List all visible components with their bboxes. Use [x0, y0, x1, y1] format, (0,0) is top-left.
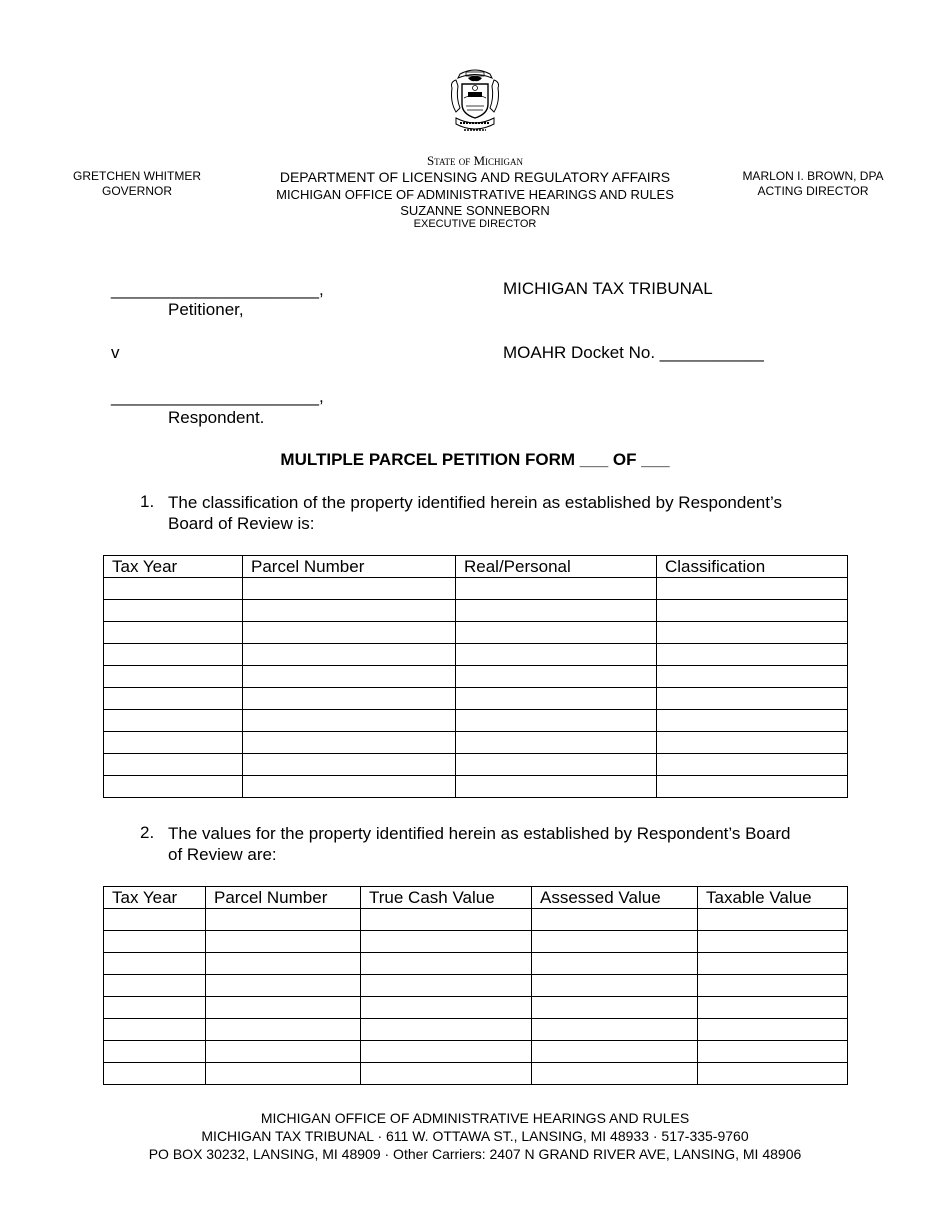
tribunal-name: MICHIGAN TAX TRIBUNAL [503, 279, 713, 298]
table-row [104, 1019, 848, 1041]
header-tax-year: Tax Year [104, 887, 206, 909]
table-cell[interactable] [104, 600, 243, 622]
table-cell[interactable] [532, 931, 698, 953]
table-cell[interactable] [206, 953, 361, 975]
table-cell[interactable] [657, 600, 848, 622]
table-cell[interactable] [361, 931, 532, 953]
table-cell[interactable] [361, 1019, 532, 1041]
table-cell[interactable] [698, 909, 848, 931]
table-row [104, 644, 848, 666]
table-cell[interactable] [532, 1019, 698, 1041]
table-cell[interactable] [104, 666, 243, 688]
table-cell[interactable] [456, 578, 657, 600]
footer [0, 1109, 950, 1163]
header-true-cash-value: True Cash Value [361, 887, 532, 909]
table-cell[interactable] [698, 1063, 848, 1085]
table-cell[interactable] [361, 909, 532, 931]
table-row [104, 997, 848, 1019]
footer-line-2: MICHIGAN TAX TRIBUNAL · 611 W. OTTAWA ST., LANSING, MI 48933 · 517-335-9760 [201, 1128, 749, 1144]
table-cell[interactable] [104, 975, 206, 997]
table-cell[interactable] [532, 953, 698, 975]
header-parcel-number: Parcel Number [206, 887, 361, 909]
table-cell[interactable] [532, 997, 698, 1019]
table-row [104, 666, 848, 688]
table-cell[interactable] [243, 622, 456, 644]
header-classification: Classification [657, 556, 848, 578]
table-cell[interactable] [243, 710, 456, 732]
item-2-text: The values for the property identified herein as established by Respondent’s Board of Review are: [168, 824, 791, 864]
table-cell[interactable] [206, 1041, 361, 1063]
table-cell[interactable] [104, 776, 243, 798]
table-cell[interactable] [206, 997, 361, 1019]
table-cell[interactable] [698, 953, 848, 975]
classification-table [103, 555, 848, 798]
table-cell[interactable] [206, 1063, 361, 1085]
values-table [103, 886, 848, 1085]
table-row [104, 909, 848, 931]
item-2-number: 2. [140, 823, 155, 842]
table-cell[interactable] [104, 953, 206, 975]
table-header-row [104, 556, 848, 578]
table-cell[interactable] [206, 909, 361, 931]
header-tax-year: Tax Year [104, 556, 243, 578]
table-cell[interactable] [456, 776, 657, 798]
header-real-personal: Real/Personal [456, 556, 657, 578]
table-cell[interactable] [532, 1041, 698, 1063]
executive-director-name: SUZANNE SONNEBORN [400, 203, 550, 218]
table-cell[interactable] [206, 1019, 361, 1041]
table-cell[interactable] [104, 1063, 206, 1085]
table-cell[interactable] [243, 776, 456, 798]
table-cell[interactable] [104, 710, 243, 732]
executive-director-title: EXECUTIVE DIRECTOR [413, 218, 537, 230]
item-1-text: The classification of the property identified herein as established by Respondent’s Board of Review is: [168, 493, 782, 533]
table-cell[interactable] [698, 1041, 848, 1063]
table-cell[interactable] [361, 1063, 532, 1085]
governor-block [52, 169, 222, 199]
table-cell[interactable] [456, 710, 657, 732]
table-row [104, 710, 848, 732]
table-row [104, 1041, 848, 1063]
table-cell[interactable] [206, 931, 361, 953]
header-parcel-number: Parcel Number [243, 556, 456, 578]
table-cell[interactable] [532, 1063, 698, 1085]
state-name: State of Michigan [426, 153, 524, 168]
governor-title: GOVERNOR [101, 184, 172, 198]
table-row [104, 776, 848, 798]
table-cell[interactable] [532, 909, 698, 931]
table-cell[interactable] [104, 644, 243, 666]
table-cell[interactable] [456, 622, 657, 644]
table-cell[interactable] [456, 600, 657, 622]
director-name: MARLON I. BROWN, DPA [742, 169, 884, 183]
table-cell[interactable] [657, 688, 848, 710]
table-cell[interactable] [698, 975, 848, 997]
table-cell[interactable] [243, 666, 456, 688]
table-cell[interactable] [243, 688, 456, 710]
docket-number-field[interactable]: MOAHR Docket No. ___________ [503, 343, 764, 362]
header-taxable-value: Taxable Value [698, 887, 848, 909]
table-cell[interactable] [104, 997, 206, 1019]
table-cell[interactable] [243, 754, 456, 776]
table-cell[interactable] [104, 931, 206, 953]
form-title: MULTIPLE PARCEL PETITION FORM ___ OF ___ [280, 450, 670, 469]
table-cell[interactable] [361, 1041, 532, 1063]
item-1-number: 1. [140, 492, 155, 511]
table-row [104, 732, 848, 754]
table-cell[interactable] [243, 644, 456, 666]
table-row [104, 1063, 848, 1085]
table-cell[interactable] [456, 688, 657, 710]
table-row [104, 931, 848, 953]
table-cell[interactable] [532, 975, 698, 997]
table-row [104, 600, 848, 622]
table-cell[interactable] [206, 975, 361, 997]
petitioner-label: Petitioner, [168, 300, 244, 319]
table-cell[interactable] [361, 953, 532, 975]
table-row [104, 754, 848, 776]
footer-line-1: MICHIGAN OFFICE OF ADMINISTRATIVE HEARINGS AND RULES [260, 1110, 690, 1126]
table-cell[interactable] [657, 644, 848, 666]
respondent-label: Respondent. [168, 408, 265, 427]
table-cell[interactable] [243, 600, 456, 622]
director-title: ACTING DIRECTOR [757, 184, 869, 198]
table-cell[interactable] [104, 578, 243, 600]
office-name: MICHIGAN OFFICE OF ADMINISTRATIVE HEARINGS AND RULES [276, 187, 674, 202]
table-row [104, 688, 848, 710]
footer-line-3: PO BOX 30232, LANSING, MI 48909 · Other Carriers: 2407 N GRAND RIVER AVE, LANSING, MI 48906 [148, 1146, 802, 1162]
table-cell[interactable] [456, 644, 657, 666]
petitioner-blank[interactable]: ______________________, [111, 280, 324, 299]
table-cell[interactable] [104, 754, 243, 776]
table-row [104, 622, 848, 644]
table-cell[interactable] [698, 1019, 848, 1041]
table-cell[interactable] [657, 578, 848, 600]
table-cell[interactable] [657, 776, 848, 798]
table-cell[interactable] [104, 688, 243, 710]
table-cell[interactable] [104, 909, 206, 931]
table-cell[interactable] [361, 997, 532, 1019]
table-row [104, 975, 848, 997]
table-cell[interactable] [657, 732, 848, 754]
department-name: DEPARTMENT OF LICENSING AND REGULATORY AFFAIRS [279, 169, 671, 185]
table-cell[interactable] [104, 1019, 206, 1041]
table-cell[interactable] [657, 622, 848, 644]
table-cell[interactable] [456, 666, 657, 688]
table-row [104, 953, 848, 975]
table-cell[interactable] [698, 997, 848, 1019]
table-cell[interactable] [243, 578, 456, 600]
governor-name: GRETCHEN WHITMER [73, 169, 201, 183]
table-cell[interactable] [657, 754, 848, 776]
director-block [728, 169, 898, 199]
michigan-state-seal-icon [446, 68, 504, 136]
table-cell[interactable] [104, 732, 243, 754]
table-cell[interactable] [361, 975, 532, 997]
table-cell[interactable] [456, 754, 657, 776]
table-cell[interactable] [243, 732, 456, 754]
table-row [104, 578, 848, 600]
header-assessed-value: Assessed Value [532, 887, 698, 909]
table-cell[interactable] [657, 666, 848, 688]
table-cell[interactable] [698, 931, 848, 953]
table-header-row [104, 887, 848, 909]
table-cell[interactable] [104, 622, 243, 644]
versus-label: v [111, 343, 120, 362]
table-cell[interactable] [657, 710, 848, 732]
respondent-blank[interactable]: ______________________, [111, 387, 324, 406]
table-cell[interactable] [104, 1041, 206, 1063]
table-cell[interactable] [456, 732, 657, 754]
